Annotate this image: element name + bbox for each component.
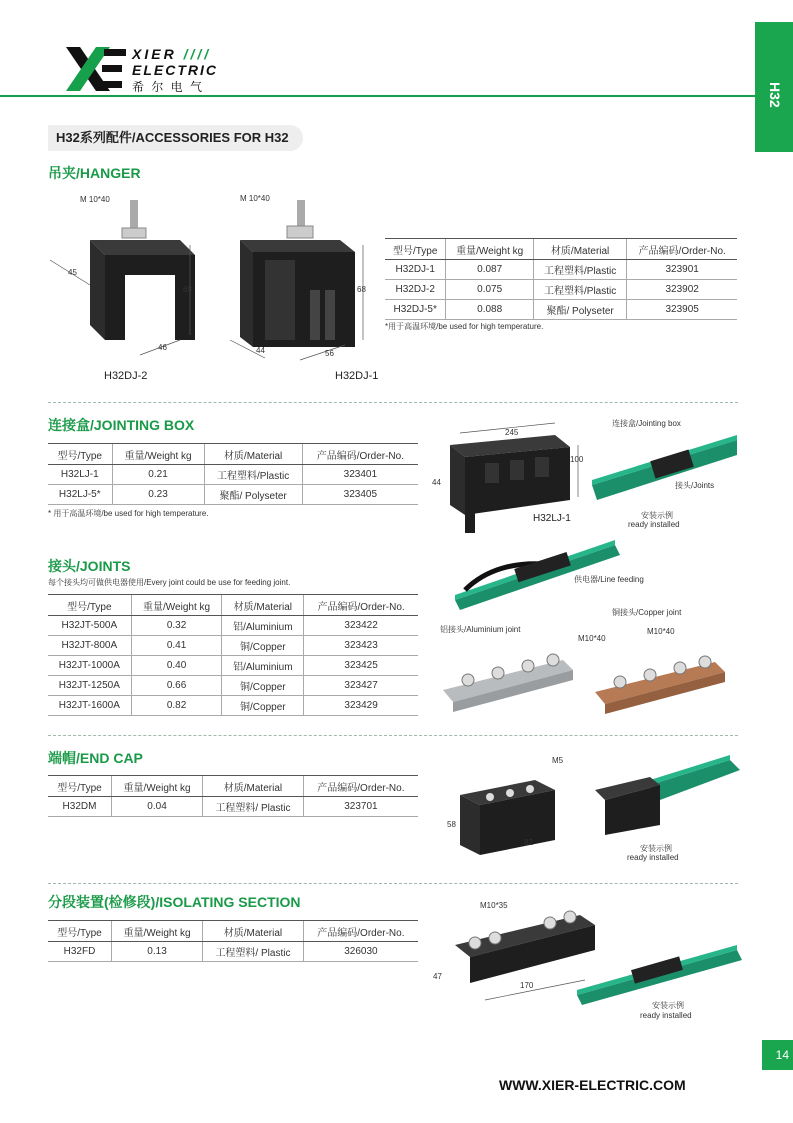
table-row xyxy=(48,616,418,636)
hanger-heading: 吊夹/HANGER xyxy=(48,165,141,181)
col-type: 型号/Type xyxy=(385,239,446,260)
end-cap-installed-illustration xyxy=(590,755,740,835)
col-type: 型号/Type xyxy=(48,444,112,465)
jointing-box-label-joints: 接头/Joints xyxy=(675,481,715,490)
col-order: 产品编码/Order-No. xyxy=(304,595,418,616)
end-cap-heading: 端帽/END CAP xyxy=(48,750,143,766)
col-order: 产品编码/Order-No. xyxy=(302,444,418,465)
section-divider xyxy=(48,735,738,736)
col-material: 材质/Material xyxy=(203,921,304,942)
page-title: H32系列配件/ACCESSORIES FOR H32 xyxy=(48,125,303,151)
cell: H32LJ-5* xyxy=(48,485,112,505)
xier-logo-mark xyxy=(66,47,126,93)
cell: 铝/Aluminium xyxy=(222,656,304,676)
cell: 323425 xyxy=(304,656,418,676)
col-weight: 重量/Weight kg xyxy=(111,921,202,942)
hanger-left-dim-2: 68 xyxy=(183,285,192,294)
footer-url[interactable]: WWW.XIER-ELECTRIC.COM xyxy=(499,1077,686,1093)
joints-label-m-copper: M10*40 xyxy=(647,627,675,636)
col-material: 材质/Material xyxy=(203,776,304,797)
hanger-right-dim-1: 68 xyxy=(357,285,366,294)
cell: H32JT-1250A xyxy=(48,676,131,696)
jointing-box-dim-width: 44 xyxy=(432,478,441,487)
cell: 323423 xyxy=(304,636,418,656)
end-cap-table xyxy=(48,775,418,817)
cell: H32LJ-1 xyxy=(48,465,112,485)
hanger-left-dim-1: 45 xyxy=(68,268,77,277)
hanger-note: *用于高温环境/be used for high temperature. xyxy=(385,322,544,331)
side-tab-label: H32 xyxy=(767,82,783,108)
cell: 0.40 xyxy=(131,656,222,676)
isolating-installed-illustration xyxy=(577,945,747,1005)
table-row xyxy=(48,676,418,696)
cell: H32JT-1600A xyxy=(48,696,131,716)
isolating-m-label: M10*35 xyxy=(480,901,508,910)
table-row xyxy=(385,300,737,320)
table-row xyxy=(48,656,418,676)
isolating-section-illustration xyxy=(445,905,595,1005)
cell: 323401 xyxy=(302,465,418,485)
cell: 326030 xyxy=(303,942,418,962)
jointing-box-label-box: 连接盒/Jointing box xyxy=(612,419,681,428)
cell: 323905 xyxy=(627,300,737,320)
cell: 0.13 xyxy=(111,942,202,962)
cell: H32JT-800A xyxy=(48,636,131,656)
hanger-dj1-illustration xyxy=(225,200,375,370)
cell: 0.41 xyxy=(131,636,222,656)
col-material: 材质/Material xyxy=(204,444,302,465)
cell: 0.32 xyxy=(131,616,222,636)
end-cap-dim-height: 58 xyxy=(447,820,456,829)
cell: 323405 xyxy=(302,485,418,505)
table-row xyxy=(48,696,418,716)
cell: 0.23 xyxy=(112,485,204,505)
col-type: 型号/Type xyxy=(48,921,111,942)
hanger-right-dim-2: 44 xyxy=(256,346,265,355)
section-divider xyxy=(48,883,738,884)
isolating-table xyxy=(48,920,418,962)
joints-subnote: 每个接头均可做供电器使用/Every joint could be use for feeding joint. xyxy=(48,578,291,587)
table-row xyxy=(48,942,418,962)
col-order: 产品编码/Order-No. xyxy=(303,776,418,797)
cell: 工程塑料/Plastic xyxy=(533,260,626,280)
cell: 铜/Copper xyxy=(222,696,304,716)
cell: 0.21 xyxy=(112,465,204,485)
cell: 323902 xyxy=(627,280,737,300)
table-row xyxy=(385,260,737,280)
cell: 聚酯/ Polyseter xyxy=(533,300,626,320)
table-row xyxy=(48,797,418,817)
hanger-right-m-label: M 10*40 xyxy=(240,194,270,203)
jointing-box-dim-length: 245 xyxy=(505,428,519,437)
table-row xyxy=(48,636,418,656)
hanger-table xyxy=(385,238,737,320)
isolating-dim-length: 170 xyxy=(520,981,534,990)
joints-heading: 接头/JOINTS xyxy=(48,558,131,574)
cell: 0.088 xyxy=(446,300,533,320)
cell: 323429 xyxy=(304,696,418,716)
cell: 铜/Copper xyxy=(222,636,304,656)
hanger-right-caption: H32DJ-1 xyxy=(335,370,379,382)
cell: H32JT-1000A xyxy=(48,656,131,676)
joints-label-m-aluminium: M10*40 xyxy=(578,634,606,643)
end-cap-installed-en: ready installed xyxy=(627,853,679,862)
copper-joint-illustration xyxy=(595,642,730,717)
jointing-box-installed-cn: 安装示例 xyxy=(641,511,673,520)
cell: H32FD xyxy=(48,942,111,962)
cell: 323422 xyxy=(304,616,418,636)
logo-electric: ELECTRIC xyxy=(132,62,218,78)
jointing-box-dim-height: 100 xyxy=(570,455,584,464)
section-divider xyxy=(48,402,738,403)
end-cap-m-label: M5 xyxy=(552,756,564,765)
aluminium-joint-illustration xyxy=(443,640,578,715)
col-type: 型号/Type xyxy=(48,776,111,797)
end-cap-dim-length: 82 xyxy=(524,838,533,847)
cell: 0.075 xyxy=(446,280,533,300)
cell: 323701 xyxy=(303,797,418,817)
cell: 0.82 xyxy=(131,696,222,716)
col-weight: 重量/Weight kg xyxy=(111,776,202,797)
cell: 0.66 xyxy=(131,676,222,696)
cell: 工程塑料/Plastic xyxy=(533,280,626,300)
col-weight: 重量/Weight kg xyxy=(112,444,204,465)
table-row xyxy=(48,485,418,505)
col-material: 材质/Material xyxy=(533,239,626,260)
cell: 323901 xyxy=(627,260,737,280)
table-row xyxy=(385,280,737,300)
table-row xyxy=(48,465,418,485)
hanger-left-m-label: M 10*40 xyxy=(80,195,110,204)
cell: 0.087 xyxy=(446,260,533,280)
end-cap-illustration xyxy=(455,765,565,860)
isolating-heading: 分段装置(检修段)/ISOLATING SECTION xyxy=(48,894,301,910)
col-weight: 重量/Weight kg xyxy=(446,239,533,260)
jointing-box-heading: 连接盒/JOINTING BOX xyxy=(48,417,195,433)
header-rule xyxy=(0,95,755,97)
logo-xier xyxy=(132,46,211,62)
cell: 聚酯/ Polyseter xyxy=(204,485,302,505)
isolating-dim-height: 47 xyxy=(433,972,442,981)
cell: 0.04 xyxy=(111,797,202,817)
logo-word-xier: XIER xyxy=(132,46,177,62)
joints-label-aluminium: 铝接头/Aluminium joint xyxy=(440,625,521,634)
cell: H32DJ-5* xyxy=(385,300,446,320)
isolating-installed-cn: 安装示例 xyxy=(652,1001,684,1010)
isolating-installed-en: ready installed xyxy=(640,1011,692,1020)
hanger-left-dim-3: 46 xyxy=(158,343,167,352)
col-material: 材质/Material xyxy=(222,595,304,616)
col-type: 型号/Type xyxy=(48,595,131,616)
cell: H32DJ-1 xyxy=(385,260,446,280)
joints-label-copper: 铜接头/Copper joint xyxy=(612,608,682,617)
jointing-box-installed-en: ready installed xyxy=(628,520,680,529)
hanger-left-caption: H32DJ-2 xyxy=(104,370,148,382)
jointing-box-caption: H32LJ-1 xyxy=(533,513,571,524)
logo-cn: 希 尔 电 气 xyxy=(132,80,205,94)
col-order: 产品编码/Order-No. xyxy=(627,239,737,260)
joints-table xyxy=(48,594,418,716)
hanger-right-dim-3: 56 xyxy=(325,349,334,358)
cell: H32DJ-2 xyxy=(385,280,446,300)
cell: 工程塑料/ Plastic xyxy=(203,942,304,962)
col-order: 产品编码/Order-No. xyxy=(303,921,418,942)
cell: 铝/Aluminium xyxy=(222,616,304,636)
logo-slashes: //// xyxy=(183,46,212,62)
jointing-box-table xyxy=(48,443,418,505)
jointing-box-installed-illustration xyxy=(592,430,742,500)
cell: 工程塑料/ Plastic xyxy=(203,797,304,817)
cell: H32DM xyxy=(48,797,111,817)
page-number: 14 xyxy=(762,1040,793,1070)
end-cap-installed-cn: 安装示例 xyxy=(640,844,672,853)
cell: 323427 xyxy=(304,676,418,696)
cell: H32JT-500A xyxy=(48,616,131,636)
jointing-box-note: * 用于高温环境/be used for high temperature. xyxy=(48,509,209,518)
side-tab xyxy=(755,22,793,152)
cell: 工程塑料/Plastic xyxy=(204,465,302,485)
col-weight: 重量/Weight kg xyxy=(131,595,222,616)
joints-label-feeding: 供电器/Line feeding xyxy=(574,575,644,584)
cell: 铜/Copper xyxy=(222,676,304,696)
